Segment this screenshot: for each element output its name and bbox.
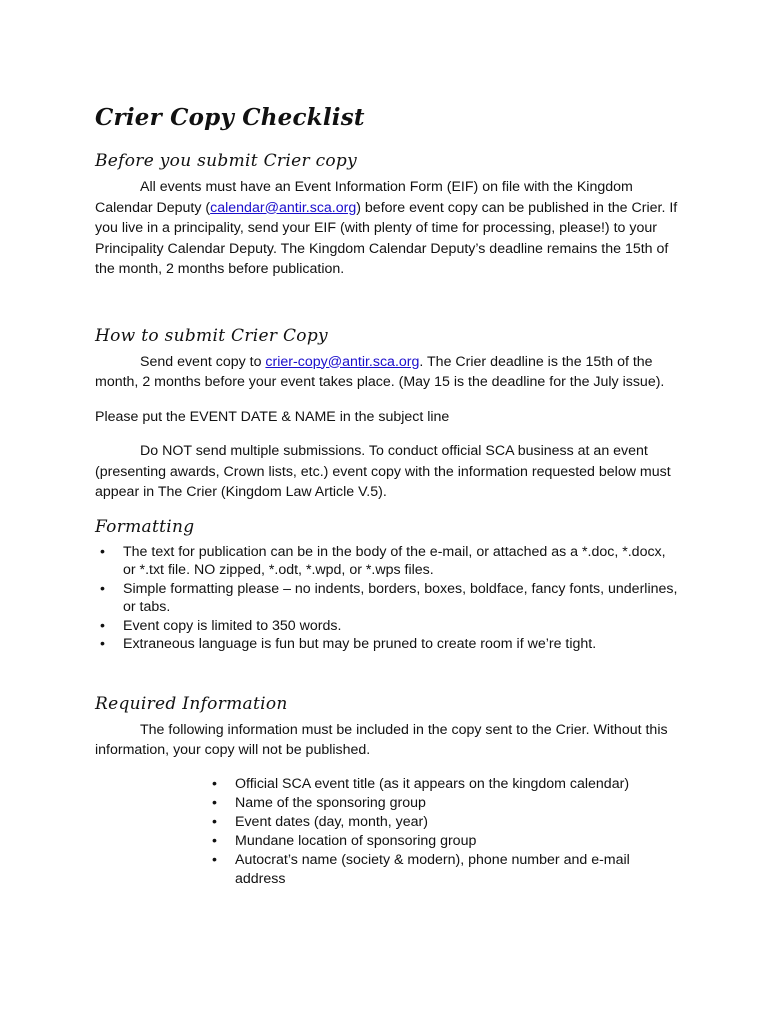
document-title: Crier Copy Checklist [95, 104, 365, 131]
list-item: • Event copy is limited to 350 words. [100, 617, 342, 634]
list-item: • Simple formatting please – no indents, borders, boxes, boldface, fancy fonts, underlines, or tabs. [100, 580, 678, 615]
list-item: • Name of the sponsoring group [212, 794, 426, 811]
required-intro: The following information must be included in the copy sent to the Crier. Without this information, your copy will not be published. [95, 721, 668, 758]
bullet-icon: • [212, 794, 217, 811]
list-item: • Autocrat’s name (society & modern), phone number and e-mail address [212, 851, 630, 887]
list-item: • Official SCA event title (as it appears on the kingdom calendar) [212, 775, 630, 792]
bullet-icon: • [212, 851, 217, 868]
section-heading-how: How to submit Crier Copy [95, 325, 328, 346]
list-item: • Event dates (day, month, year) [212, 813, 428, 830]
crier-email-link[interactable]: crier-copy@antir.sca.org [265, 353, 420, 370]
how-text-end: . The Crier deadline is the 15th of the month, 2 months before your event takes place. (May 15 is the deadline for the July issue). [95, 353, 665, 390]
section-heading-required: Required Information [95, 693, 288, 714]
bullet-icon: • [212, 813, 217, 830]
before-text-end: ) before event copy can be published in the Crier. If you live in a principality, send your EIF (with plenty of time for processing, please!) to your Principality Calendar Deputy. The Kingdom Calendar Deputy’s deadline remains the 15th of the month, 2 months before publication. [95, 199, 678, 277]
required-list [95, 775, 680, 889]
list-item: • Extraneous language is fun but may be pruned to create room if we’re tight. [100, 636, 597, 652]
before-text-start: All events must have an Event Information Form (EIF) on file with the Kingdom Calendar Deputy ( [95, 179, 633, 216]
list-item: • Mundane location of sponsoring group [212, 832, 477, 849]
how-text-start: Send event copy to [140, 353, 266, 370]
formatting-list [95, 543, 680, 654]
bullet-icon: • [100, 543, 105, 560]
document-page [95, 104, 680, 889]
list-item: • The text for publication can be in the body of the e-mail, or attached as a *.doc, *.docx, or *.txt file. NO zipped, *.odt, *.wpd, or *.wps files. [100, 543, 666, 578]
calendar-email-link[interactable]: calendar@antir.sca.org [210, 199, 357, 216]
bullet-icon: • [212, 775, 217, 792]
section-heading-formatting: Formatting [95, 516, 195, 537]
before-paragraph [95, 177, 680, 280]
section-heading-before: Before you submit Crier copy [95, 151, 358, 171]
bullet-icon: • [100, 636, 105, 652]
how-paragraph-3: Do NOT send multiple submissions. To conduct official SCA business at an event (presenting awards, Crown lists, etc.) event copy with the information requested below must appear in The Crier (Kingdom Law Article V.5). [95, 443, 671, 500]
how-paragraph-2: Please put the EVENT DATE & NAME in the subject line [95, 408, 450, 425]
bullet-icon: • [100, 580, 105, 597]
bullet-icon: • [100, 617, 105, 634]
bullet-icon: • [212, 832, 217, 849]
how-paragraph-1 [95, 352, 680, 393]
